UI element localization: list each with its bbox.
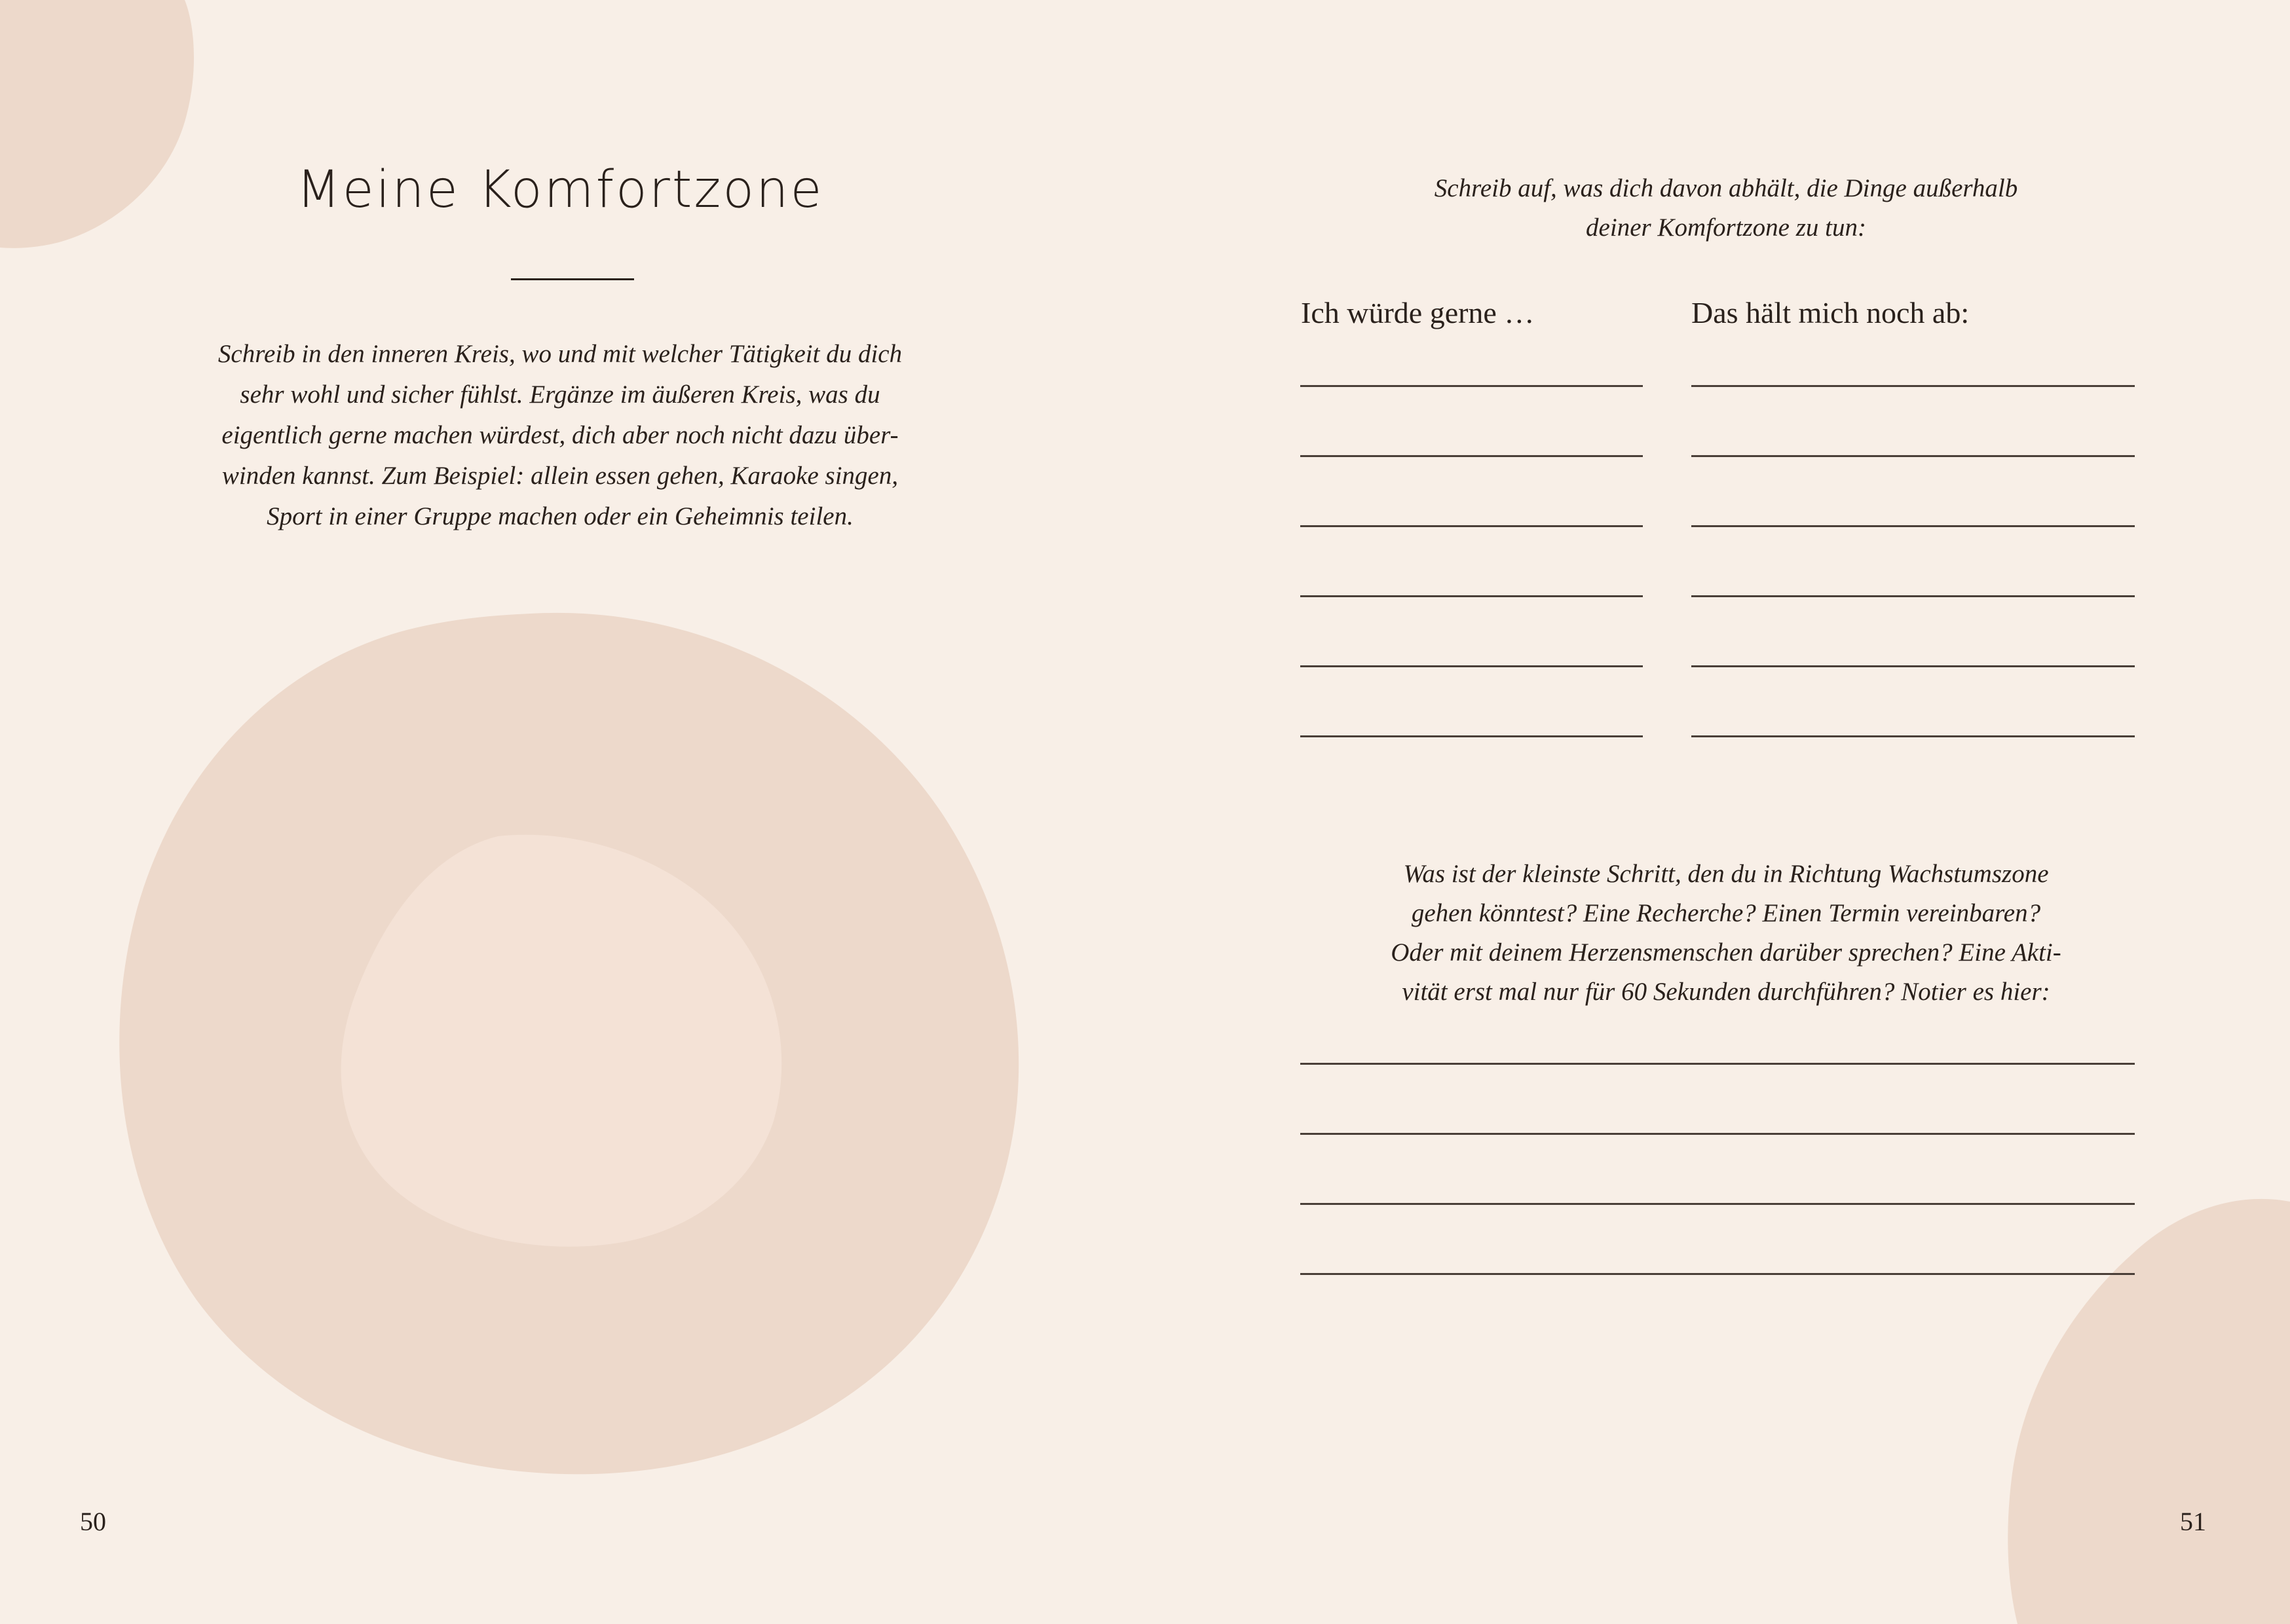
prompt-bottom	[1300, 855, 2152, 1012]
intro-line: sehr wohl und sicher fühlst. Ergänze im äußeren Kreis, was du	[240, 380, 880, 409]
writing-line-step-4[interactable]	[1300, 1273, 2135, 1275]
page-number-right: 51	[2180, 1507, 2206, 1536]
corner-blob-top-left	[0, 0, 210, 262]
prompt-top	[1300, 169, 2152, 248]
column-heading-obstacle: Das hält mich noch ab:	[1691, 296, 1970, 329]
writing-line-want-5[interactable]	[1300, 665, 1643, 667]
prompt-top-line: Schreib auf, was dich davon abhält, die Dinge außerhalb	[1434, 174, 2018, 202]
writing-line-obstacle-6[interactable]	[1691, 735, 2135, 737]
writing-line-step-1[interactable]	[1300, 1063, 2135, 1065]
writing-line-step-2[interactable]	[1300, 1133, 2135, 1135]
intro-line: eigentlich gerne machen würdest, dich aber noch nicht dazu über-	[221, 421, 899, 449]
writing-line-obstacle-5[interactable]	[1691, 665, 2135, 667]
writing-line-obstacle-3[interactable]	[1691, 525, 2135, 527]
intro-line: Sport in einer Gruppe machen oder ein Geheimnis teilen.	[267, 502, 854, 530]
writing-line-want-6[interactable]	[1300, 735, 1643, 737]
intro-text	[151, 334, 969, 537]
writing-line-want-1[interactable]	[1300, 385, 1643, 387]
writing-line-obstacle-2[interactable]	[1691, 455, 2135, 457]
writing-line-want-2[interactable]	[1300, 455, 1643, 457]
title-divider	[511, 278, 634, 280]
intro-line: Schreib in den inneren Kreis, wo und mit welcher Tätigkeit du dich	[217, 340, 903, 368]
column-heading-want: Ich würde gerne …	[1301, 296, 1535, 329]
corner-blob-bottom-right	[1991, 1192, 2290, 1624]
comfort-zone-circle-diagram	[111, 606, 1042, 1477]
page-title: Meine Komfortzone	[296, 160, 824, 219]
writing-line-want-4[interactable]	[1300, 595, 1643, 597]
prompt-bottom-line: Oder mit deinem Herzensmenschen darüber sprechen? Eine Akti-	[1391, 938, 2061, 967]
prompt-bottom-line: Was ist der kleinste Schritt, den du in Richtung Wachstumszone	[1403, 860, 2049, 888]
writing-line-want-3[interactable]	[1300, 525, 1643, 527]
prompt-bottom-line: gehen könntest? Eine Recherche? Einen Termin vereinbaren?	[1411, 899, 2041, 927]
intro-line: winden kannst. Zum Beispiel: allein essen gehen, Karaoke singen,	[221, 462, 899, 490]
writing-line-obstacle-4[interactable]	[1691, 595, 2135, 597]
writing-line-obstacle-1[interactable]	[1691, 385, 2135, 387]
page-number-left: 50	[80, 1507, 106, 1536]
prompt-top-line: deiner Komfortzone zu tun:	[1586, 213, 1866, 242]
writing-line-step-3[interactable]	[1300, 1203, 2135, 1205]
prompt-bottom-line: vität erst mal nur für 60 Sekunden durchführen? Notier es hier:	[1402, 978, 2050, 1006]
